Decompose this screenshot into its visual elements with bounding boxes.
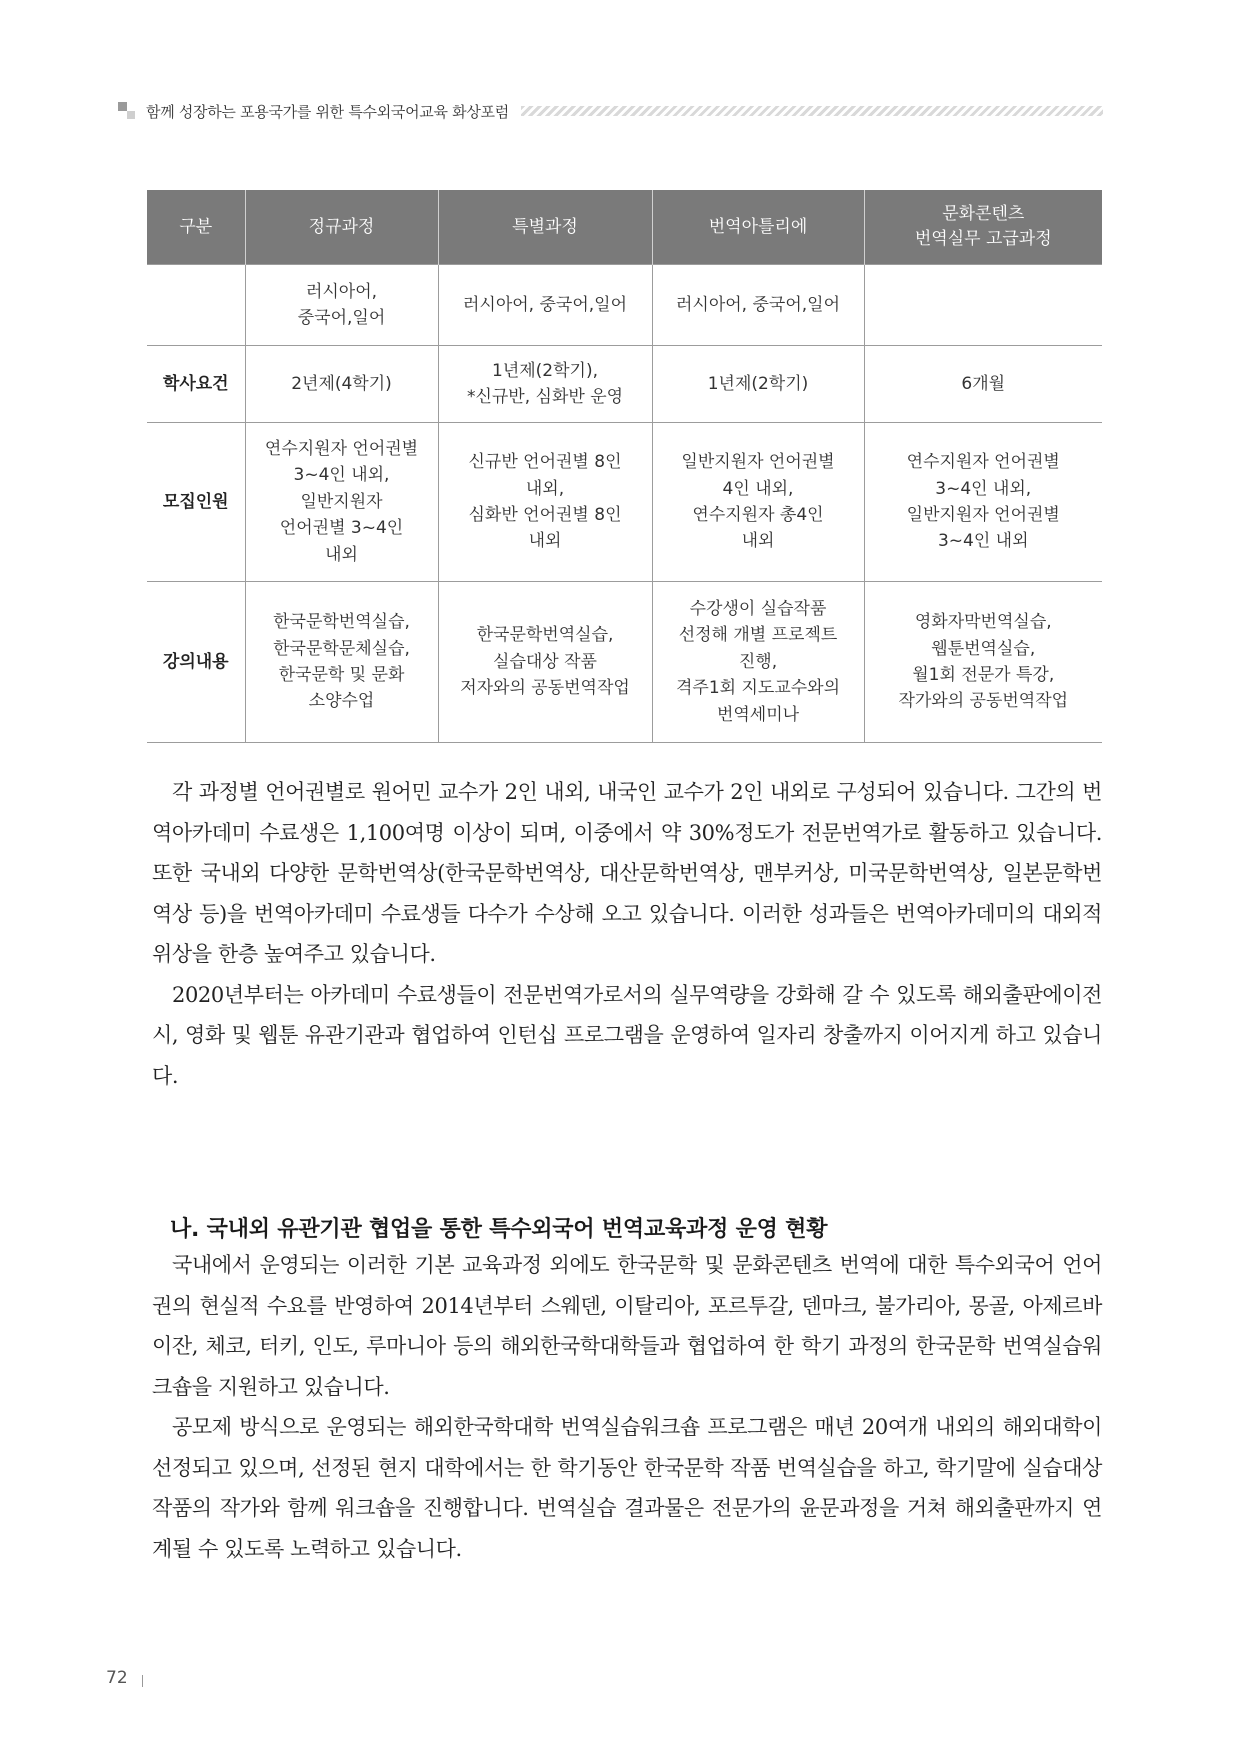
- running-header: [118, 100, 1103, 122]
- header-cell: 특별과정: [438, 190, 652, 265]
- table-row: [147, 265, 1102, 346]
- row-label: 모집인원: [147, 423, 245, 582]
- header-cell: 문화콘텐츠 번역실무 고급과정: [864, 190, 1102, 265]
- page-footer: [106, 1668, 143, 1688]
- header-cell: 정규과정: [245, 190, 438, 265]
- table-cell: 한국문학번역실습, 실습대상 작품 저자와의 공동번역작업: [438, 582, 652, 743]
- footer-divider: [142, 1675, 143, 1687]
- table-cell: 한국문학번역실습, 한국문학문체실습, 한국문학 및 문화 소양수업: [245, 582, 438, 743]
- paragraph: 2020년부터는 아카데미 수료생들이 전문번역가로서의 실무역량을 강화해 갈 수 있도록 해외출판에이전시, 영화 및 웹툰 유관기관과 협업하여 인턴십 프로그램을 운영하여 일자리 창출까지 이어지게 하고 있습니다.: [152, 982, 1102, 1088]
- table-cell: 1년제(2학기), *신규반, 심화반 운영: [438, 346, 652, 423]
- table-cell: 러시아어, 중국어,일어: [438, 265, 652, 346]
- table-cell: 6개월: [864, 346, 1102, 423]
- body-text-top: [152, 772, 1102, 1096]
- table-row: [147, 423, 1102, 582]
- paragraph: 국내에서 운영되는 이러한 기본 교육과정 외에도 한국문학 및 문화콘텐츠 번역에 대한 특수외국어 언어권의 현실적 수요를 반영하여 2014년부터 스웨덴, 이탈리아, 포르투갈, 덴마크, 불가리아, 몽골, 아제르바이잔, 체코, 터키, 인도, 루마니아 등의 해외한국학대학들과 협업하여 한 학기 과정의 한국문학 번역실습워크숍을 지원하고 있습니다.: [152, 1253, 1102, 1399]
- table-cell: 연수지원자 언어권별 3~4인 내외, 일반지원자 언어권별 3~4인 내외: [245, 423, 438, 582]
- table-cell: 2년제(4학기): [245, 346, 438, 423]
- paragraph: 각 과정별 언어권별로 원어민 교수가 2인 내외, 내국인 교수가 2인 내외로 구성되어 있습니다. 그간의 번역아카데미 수료생은 1,100여명 이상이 되며, 이중에서 약 30%정도가 전문번역가로 활동하고 있습니다. 또한 국내외 다양한 문학번역상(한국문학번역상, 대산문학번역상, 맨부커상, 미국문학번역상, 일본문학번역상 등)을 번역아카데미 수료생들 다수가 수상해 오고 있습니다. 이러한 성과들은 번역아카데미의 대외적 위상을 한층 높여주고 있습니다.: [152, 780, 1102, 966]
- table-row: [147, 346, 1102, 423]
- table-cell: 러시아어, 중국어,일어: [245, 265, 438, 346]
- table-cell: 연수지원자 언어권별 3~4인 내외, 일반지원자 언어권별 3~4인 내외: [864, 423, 1102, 582]
- page-number: 72: [106, 1668, 128, 1688]
- paragraph: 공모제 방식으로 운영되는 해외한국학대학 번역실습워크숍 프로그램은 매년 20여개 내외의 해외대학이 선정되고 있으며, 선정된 현지 대학에서는 한 학기동안 한국문학 작품 번역실습을 하고, 학기말에 실습대상 작품의 작가와 함께 워크숍을 진행합니다. 번역실습 결과물은 전문가의 윤문과정을 거쳐 해외출판까지 연계될 수 있도록 노력하고 있습니다.: [152, 1415, 1102, 1561]
- section-heading: 나. 국내외 유관기관 협업을 통한 특수외국어 번역교육과정 운영 현황: [170, 1217, 828, 1242]
- table-cell: [864, 265, 1102, 346]
- table-row: [147, 582, 1102, 743]
- row-label: [147, 265, 245, 346]
- header-stripe-rule: [521, 106, 1103, 116]
- running-header-title: 함께 성장하는 포용국가를 위한 특수외국어교육 화상포럼: [146, 102, 509, 121]
- course-table: [147, 190, 1102, 743]
- table-cell: 러시아어, 중국어,일어: [652, 265, 864, 346]
- row-label: 강의내용: [147, 582, 245, 743]
- table-header-row: [147, 190, 1102, 265]
- body-text-bottom: [152, 1245, 1102, 1569]
- header-cell: 번역아틀리에: [652, 190, 864, 265]
- header-cell: 구분: [147, 190, 245, 265]
- table-cell: 신규반 언어권별 8인 내외, 심화반 언어권별 8인 내외: [438, 423, 652, 582]
- table-cell: 영화자막번역실습, 웹툰번역실습, 월1회 전문가 특강, 작가와의 공동번역작업: [864, 582, 1102, 743]
- row-label: 학사요건: [147, 346, 245, 423]
- table-cell: 일반지원자 언어권별 4인 내외, 연수지원자 총4인 내외: [652, 423, 864, 582]
- table-cell: 수강생이 실습작품 선정해 개별 프로젝트 진행, 격주1회 지도교수와의 번역세미나: [652, 582, 864, 743]
- header-square-icon: [118, 100, 140, 122]
- table-cell: 1년제(2학기): [652, 346, 864, 423]
